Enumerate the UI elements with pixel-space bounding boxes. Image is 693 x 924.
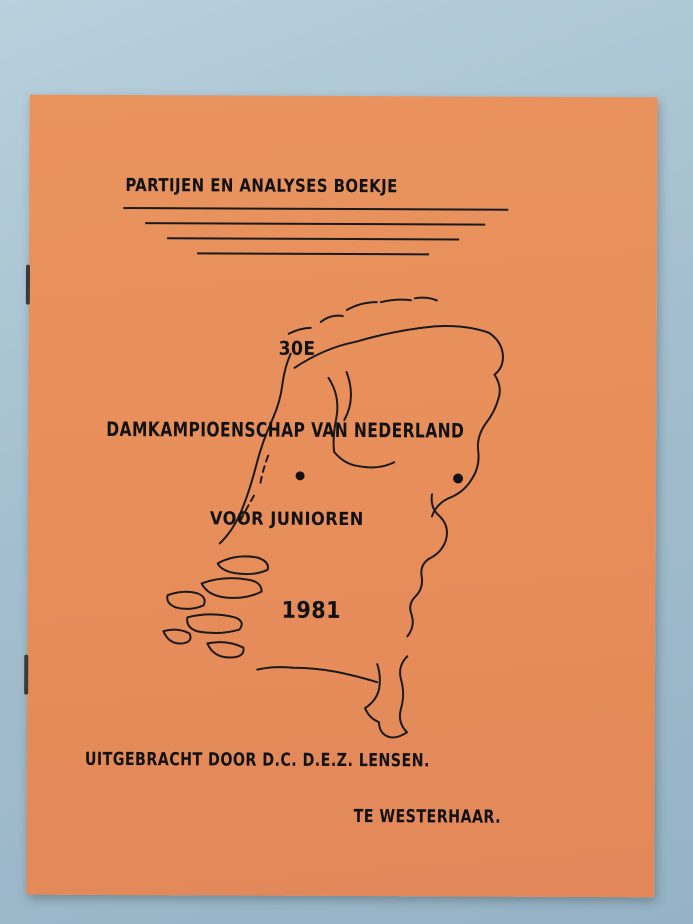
- location-dot-icon: [453, 473, 463, 483]
- category-label: VOOR JUNIOREN: [209, 508, 364, 531]
- booklet-cover: [26, 95, 657, 898]
- netherlands-outline-map-icon: [26, 95, 657, 898]
- location-line: TE WESTERHAAR.: [353, 806, 502, 828]
- edition-number: 30E: [278, 337, 316, 360]
- cover-title: PARTIJEN EN ANALYSES BOEKJE: [125, 175, 398, 198]
- publisher-line: UITGEBRACHT DOOR D.C. D.E.Z. LENSEN.: [84, 748, 430, 772]
- location-dot-icon: [296, 471, 305, 480]
- year-label: 1981: [281, 597, 342, 624]
- championship-title: DAMKAMPIOENSCHAP VAN NEDERLAND: [106, 416, 465, 443]
